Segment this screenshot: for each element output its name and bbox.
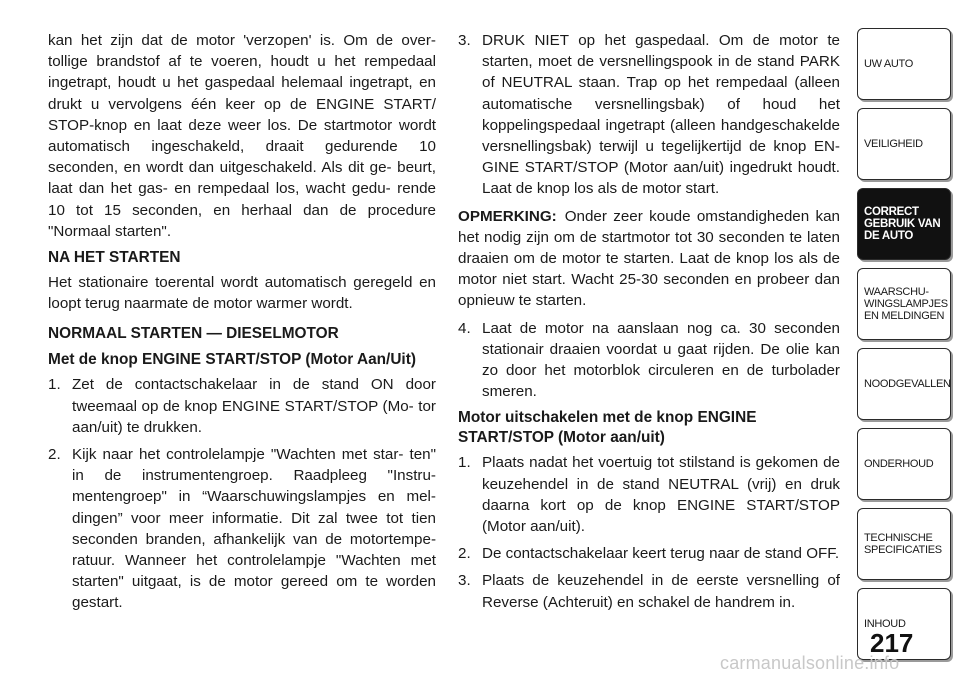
list-item <box>458 30 840 200</box>
step-number: 2. <box>458 545 471 563</box>
after-start-paragraph: Het stationaire toerental wordt automatisch geregeld en loopt terug naarmate de motor warmer wordt. <box>48 274 436 313</box>
section-tabs <box>857 28 951 668</box>
after-start-heading: NA HET STARTEN <box>48 249 181 267</box>
step-number: 1. <box>48 376 61 394</box>
tab-inhoud[interactable]: INHOUD <box>857 588 951 660</box>
step-number: 3. <box>458 32 471 49</box>
list-item <box>48 374 436 438</box>
watermark-text: carmanualsonline.info <box>720 653 900 673</box>
step-text: DRUK NIET op het gaspedaal. Om de motor te starten, moet de versnellingspook in de stand PARK of NEUTRAL staan. Trap op het rempedaal (alleen automatische versnellingsbak) of houd het koppelingspedaal ingetrapt (alleen handgeschakelde versnellingsbak) terwijl u tegelijkertijd de knop EN- GINE START/STOP (Motor aan/uit) ingedrukt houdt. Laat de knop los als de motor start. <box>482 32 840 198</box>
list-item <box>458 570 840 612</box>
note-text: Onder zeer koude omstandigheden kan het nodig zijn om de startmotor tot 30 seconden te laten draaien om de motor te starten. Laat de knop los als de motor niet start. Wacht 25-30 seconden en probeer dan opnieuw te starten. <box>458 207 840 310</box>
tab-uw-auto[interactable]: UW AUTO <box>857 28 951 100</box>
step-number: 2. <box>48 446 61 464</box>
diesel-start-heading: NORMAAL STARTEN — DIESELMOTOR <box>48 325 339 343</box>
step-text: Kijk naar het controlelampje "Wachten met star- ten" in de instrumentengroep. Raadpleeg "Instru- mentengroep" in “Waarschuwingslampjes en mel- dingen” voor meer informatie. Dit zal twee tot tien seconden branden, afhankelijk van de motortempe- ratuur. Wanneer het controlelampje "Wachten met starten" uitgaat, is de motor gereed om te worden gestart. <box>72 446 436 612</box>
list-item <box>458 318 840 403</box>
step-text: Laat de motor na aanslaan nog ca. 30 seconden stationair draaien voordat u gaat rijden. De olie kan zo door het motorblok circuleren en de turbolader smeren. <box>482 319 840 401</box>
step-number: 3. <box>458 572 471 590</box>
note-label: OPMERKING: <box>458 207 557 225</box>
shutdown-heading: Motor uitschakelen met de knop ENGINE START/STOP (Motor aan/uit) <box>458 409 757 447</box>
tab-technische-specificaties[interactable]: TECHNISCHE SPECIFICATIES <box>857 508 951 580</box>
start-button-heading: Met de knop ENGINE START/STOP (Motor Aan/Uit) <box>48 351 416 369</box>
step-text: De contactschakelaar keert terug naar de stand OFF. <box>482 545 840 563</box>
list-item <box>458 452 840 537</box>
note-paragraph <box>458 206 840 312</box>
tab-onderhoud[interactable]: ONDERHOUD <box>857 428 951 500</box>
tab-veiligheid[interactable]: VEILIGHEID <box>857 108 951 180</box>
right-column <box>458 30 840 619</box>
step-number: 1. <box>458 454 471 472</box>
step-number: 4. <box>458 319 471 337</box>
page-number: 217 <box>870 628 914 658</box>
intro-paragraph: kan het zijn dat de motor 'verzopen' is. Om de over- tollige brandstof af te voeren, houdt u het rempedaal ingetrapt, houdt u het gaspedaal helemaal ingetrapt, en drukt u vervolgens één keer op de ENGINE START/ STOP-knop en laat deze weer los. De startmotor wordt automatisch ingeschakeld, draait gedurende 10 seconden, en wordt dan uitgeschakeld. Als dit ge- beurt, laat dan het gas- en rempedaal los, wacht gedu- rende 10 tot 15 seconden, en herhaal dan de procedure "Normaal starten". <box>48 32 436 240</box>
list-item <box>458 543 840 564</box>
tab-waarschuwingslampjes[interactable]: WAARSCHU- WINGSLAMPJES EN MELDINGEN <box>857 268 951 340</box>
list-item <box>48 444 436 614</box>
tab-noodgevallen[interactable]: NOODGEVALLEN <box>857 348 951 420</box>
step-text: Plaats de keuzehendel in de eerste versnelling of Reverse (Achteruit) en schakel de handrem in. <box>482 572 840 611</box>
left-column <box>48 30 436 620</box>
step-text: Zet de contactschakelaar in de stand ON door tweemaal op de knop ENGINE START/STOP (Mo- tor aan/uit) te drukken. <box>72 376 436 436</box>
step-text: Plaats nadat het voertuig tot stilstand is gekomen de keuzehendel in de stand NEUTRAL (vrij) en druk daarna kort op de knop ENGINE START/STOP (Motor aan/uit). <box>482 454 840 536</box>
tab-correct-gebruik[interactable]: CORRECT GEBRUIK VAN DE AUTO <box>857 188 951 260</box>
